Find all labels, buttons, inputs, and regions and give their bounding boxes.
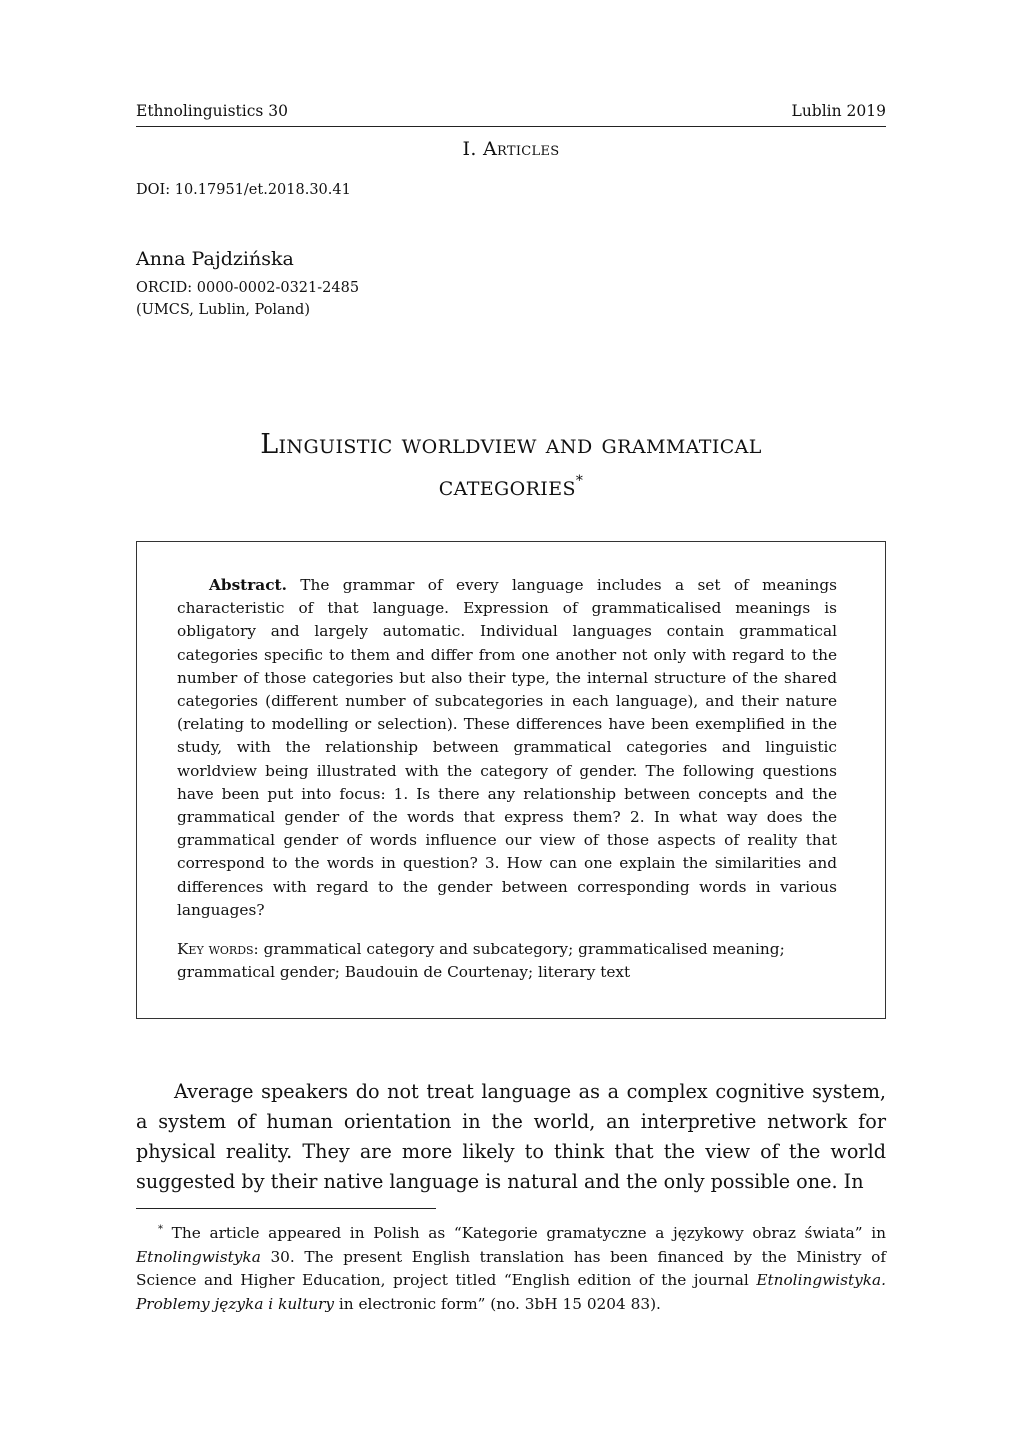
author-orcid: ORCID: 0000-0002-0321-2485 (136, 280, 360, 296)
author-affiliation: (UMCS, Lublin, Poland) (136, 302, 310, 318)
journal-name: Ethnolinguistics 30 (136, 102, 289, 120)
keywords (177, 938, 837, 984)
abstract-label: Abstract. (209, 576, 287, 594)
footnote-rule (136, 1208, 436, 1209)
abstract-text: The grammar of every language includes a set of meanings characteristic of that language. Expression of grammaticalised meanings is obligatory and largely automatic. Individual languages contain grammatical categories specific to them and differ from one another not only with regard to the number of those categories but also their type, the internal structure of the shared categories (different number of subcategories in each language), and their nature (relating to modelling or selection). These differences have been exemplified in the study, with the relationship between grammatical categories and linguistic worldview being illustrated with the category of gender. The following questions have been put into focus: 1. Is there any relationship between concepts and the grammatical gender of the words that express them? 2. In what way does the grammatical gender of words influence our view of those aspects of reality that correspond to the words in question? 3. How can one explain the similarities and differences with regard to the gender between corresponding words in various languages? (177, 576, 837, 919)
header-rule (136, 126, 886, 127)
doi: DOI: 10.17951/et.2018.30.41 (136, 182, 351, 198)
keywords-label: Key words (177, 940, 254, 958)
footnote-mark: * (158, 1224, 163, 1235)
title-footnote-mark: * (575, 473, 584, 489)
footnote-journal-title: Etnolingwistyka (136, 1247, 261, 1266)
abstract-box (136, 541, 886, 1019)
title-line-2-text: categories (438, 471, 576, 502)
place-year: Lublin 2019 (791, 102, 886, 120)
abstract (177, 574, 837, 922)
author-name: Anna Pajdzińska (136, 248, 294, 270)
section-heading: I. Articles (462, 138, 560, 160)
footnote (136, 1218, 886, 1316)
footnote-text-3: in electronic form” (no. 3bH 15 0204 83). (334, 1294, 661, 1313)
title-line-1: Linguistic worldview and grammatical (260, 429, 762, 460)
running-header (136, 102, 886, 120)
footnote-journal-full-title: Etnolingwistyka. Problemy języka i kultury (136, 1271, 886, 1313)
title-line-2 (136, 466, 886, 508)
footnote-text-1: The article appeared in Polish as “Kategorie gramatyczne a językowy obraz świata” in (163, 1224, 886, 1243)
keywords-text: : grammatical category and subcategory; grammaticalised meaning; grammatical gender; Baudouin de Courtenay; literary text (177, 940, 785, 982)
body-paragraph: Average speakers do not treat language as a complex cognitive system, a system of human orientation in the world, an interpretive network for physical reality. They are more likely to think that the view of the world suggested by their native language is natural and the only possible one. In (136, 1080, 886, 1193)
article-title (136, 424, 886, 508)
footnote-text-2: 30. The present English translation has been financed by the Ministry of Science and Higher Education, project titled “English edition of the journal (136, 1247, 886, 1290)
